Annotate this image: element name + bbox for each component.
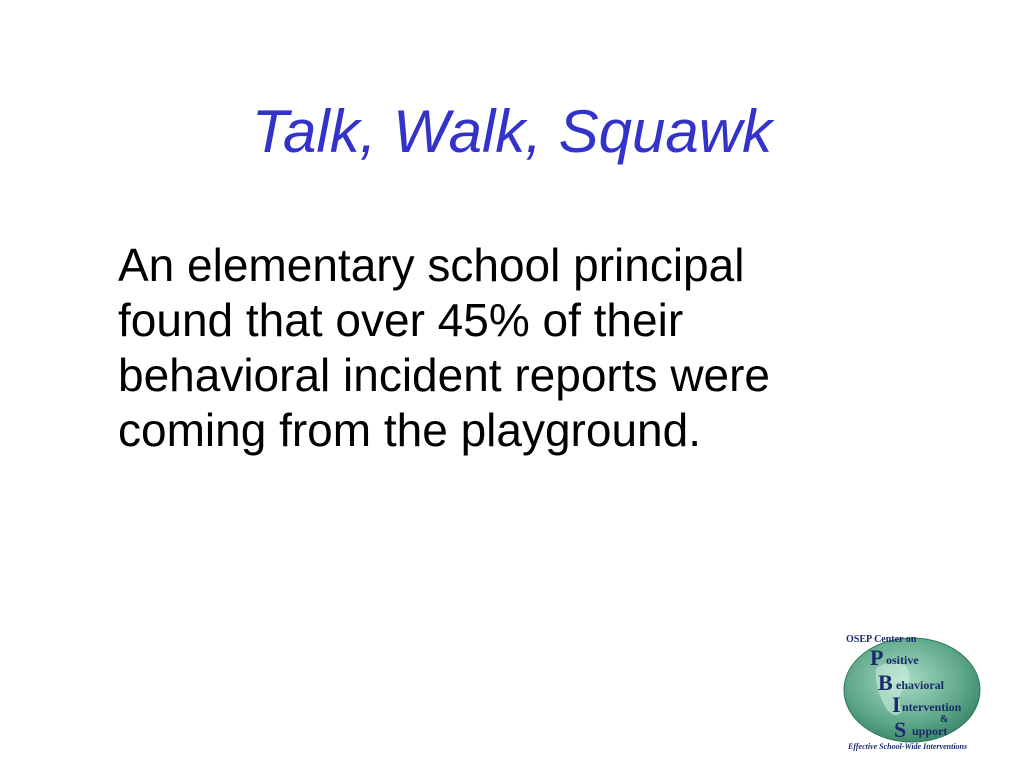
body-line: found that over 45% of their [118,294,684,346]
logo-letter-b: B [878,670,893,695]
body-line: coming from the playground. [118,404,701,456]
logo-letter-p: P [870,645,884,670]
logo-letter-s: S [894,717,907,742]
body-line: An elementary school principal [118,239,745,291]
logo-letter-i: I [892,692,901,717]
logo-tagline: Effective School-Wide Interventions [848,742,968,751]
slide-title: Talk, Walk, Squawk [251,98,773,165]
body-line: behavioral incident reports were [118,349,771,401]
logo-word-positive: ositive [886,653,919,667]
logo-ampersand: & [940,714,949,725]
logo-header: OSEP Center on [846,634,917,645]
pbis-logo [836,628,1011,753]
logo-word-behavioral: ehavioral [896,678,944,692]
slide-body [118,238,958,458]
logo-word-support: upport [912,724,948,738]
logo-word-intervention: ntervention [902,700,962,714]
